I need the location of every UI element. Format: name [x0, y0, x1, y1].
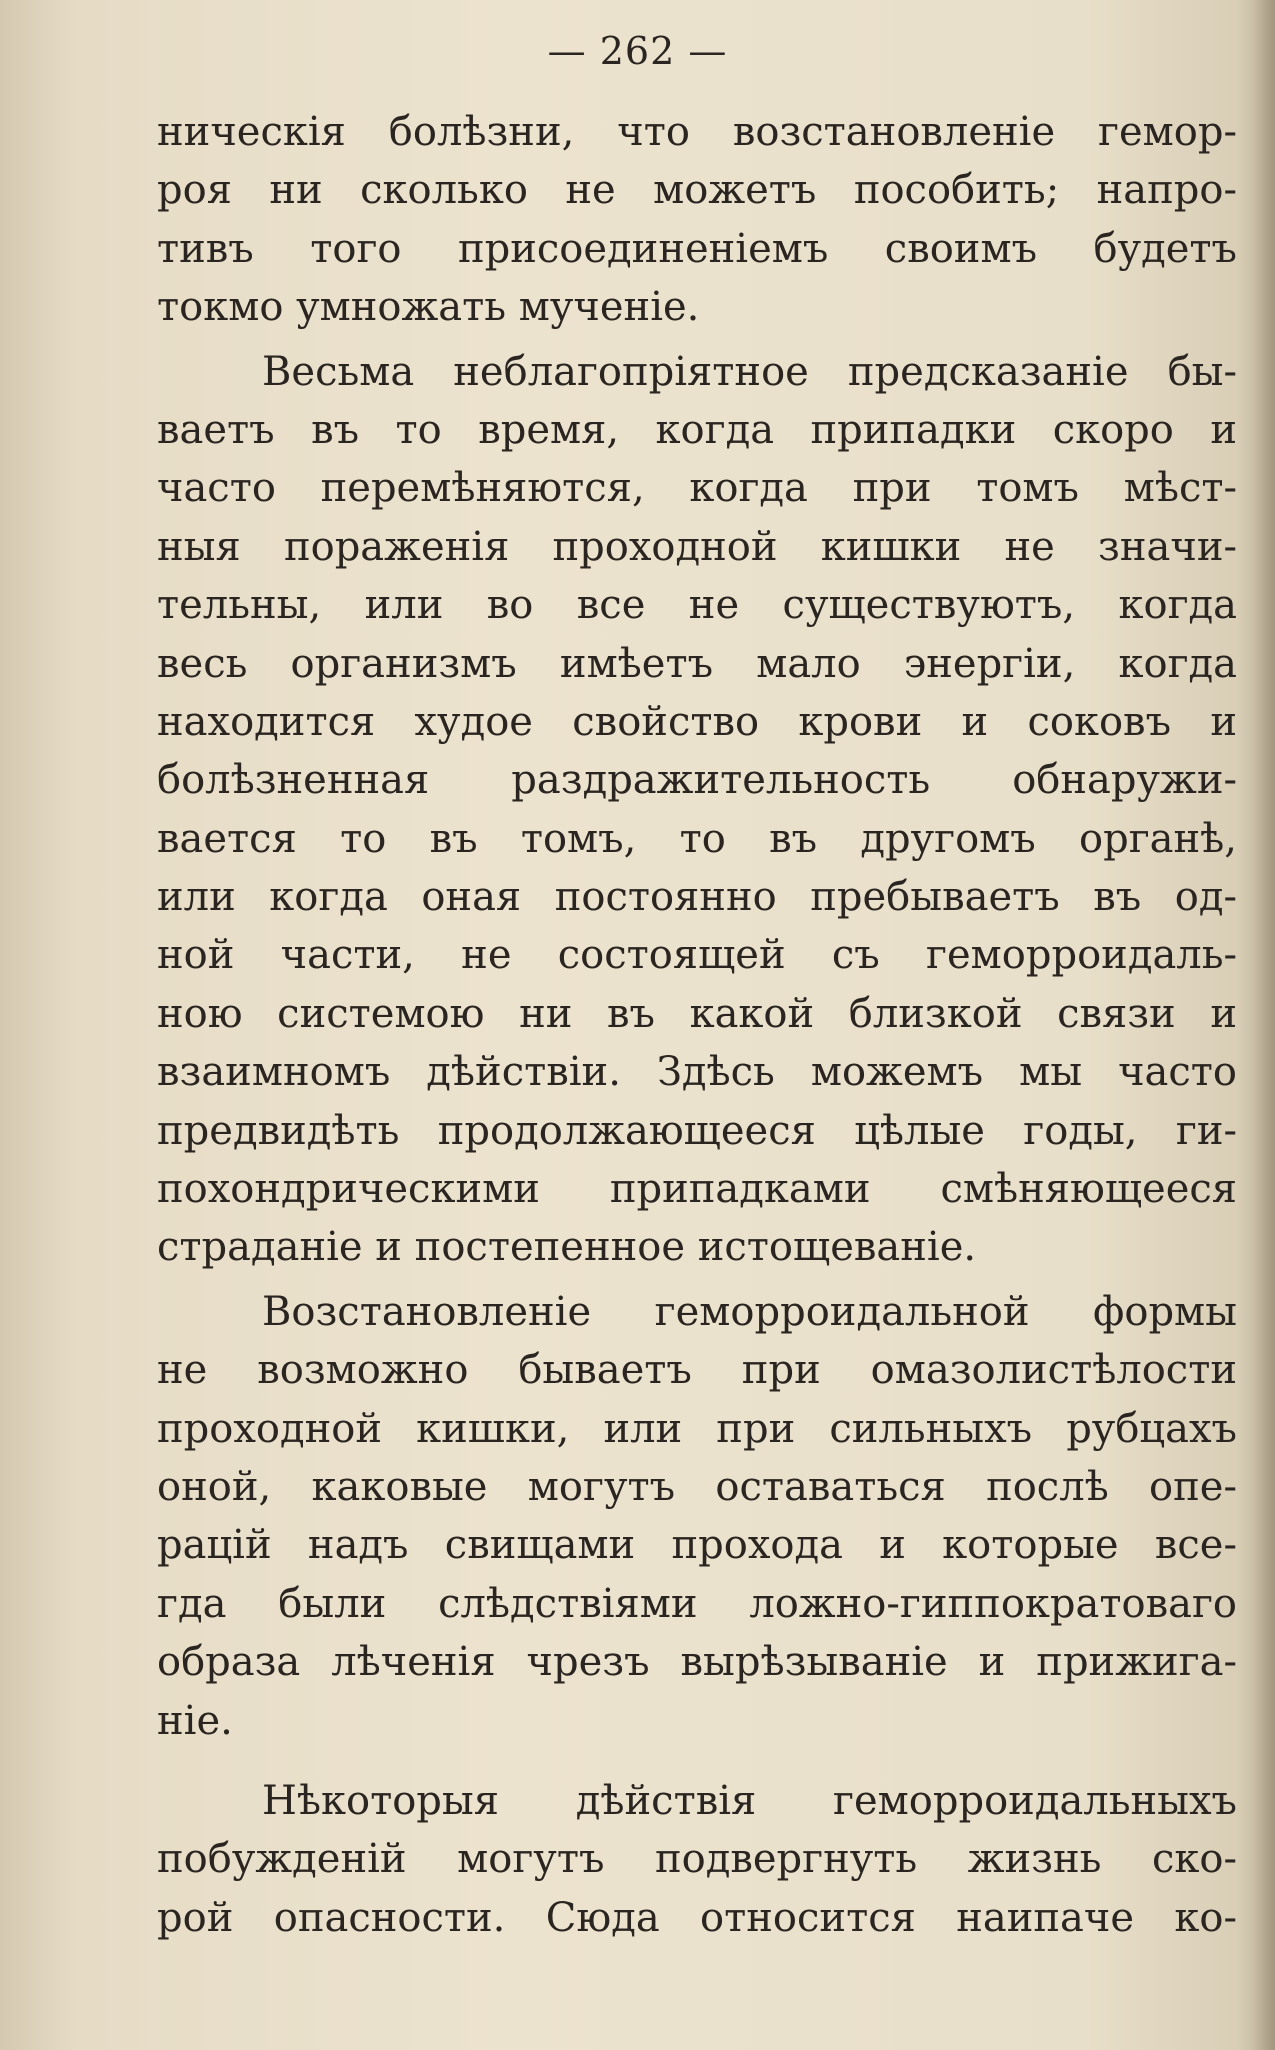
text-line: рой опасности. Сюда относится наипаче ко- [157, 1894, 1237, 1941]
text-line: гда были слѣдствіями ложно-гиппократоваго [157, 1580, 1237, 1627]
text-line: болѣзненная раздражительность обнаружи- [157, 757, 1237, 804]
text-line: токмо умножать мученіе. [157, 284, 700, 331]
text-line: побужденій могутъ подвергнуть жизнь ско- [157, 1836, 1237, 1883]
text-line: взаимномъ дѣйствіи. Здѣсь можемъ мы часто [157, 1049, 1237, 1096]
text-line: ной части, не состоящей съ геморроидаль- [157, 932, 1237, 979]
page-edge-shadow [1253, 0, 1275, 2050]
text-line: Нѣкоторыя дѣйствія геморроидальныхъ [262, 1777, 1237, 1824]
text-line: ною системою ни въ какой близкой связи и [157, 990, 1237, 1037]
paragraph-1 [157, 103, 1237, 337]
text-line: ническія болѣзни, что возстановленіе гемор- [157, 109, 1237, 155]
text-line: страданіе и постепенное истощеваніе. [157, 1224, 977, 1271]
text-line: ніе. [157, 1697, 233, 1744]
text-line: или когда оная постоянно пребываетъ въ од- [157, 874, 1237, 921]
page-number: — 262 — [547, 29, 728, 73]
text-line: Возстановленіе геморроидальной формы [262, 1288, 1237, 1335]
text-line: не возможно бываетъ при омазолистѣлости [157, 1347, 1237, 1394]
text-line: образа лѣченія чрезъ вырѣзываніе и прижига- [157, 1639, 1237, 1686]
paragraph-3 [157, 1283, 1237, 1750]
text-line: похондрическими припадками смѣняющееся [157, 1166, 1237, 1213]
text-line: вается то въ томъ, то въ другомъ органѣ, [157, 815, 1237, 862]
text-line: роя ни сколько не можетъ пособить; напро- [157, 167, 1237, 214]
text-line: находится худое свойство крови и соковъ и [157, 698, 1237, 745]
text-line: рацій надъ свищами прохода и которые все- [157, 1522, 1237, 1569]
text-line: Весьма неблагопріятное предсказаніе бы- [262, 348, 1237, 395]
text-line: предвидѣть продолжающееся цѣлые годы, ги- [157, 1107, 1237, 1154]
text-line: часто перемѣняются, когда при томъ мѣст- [157, 465, 1237, 512]
text-line: тельны, или во все не существуютъ, когда [157, 582, 1237, 629]
text-line: оной, каковые могутъ оставаться послѣ опе- [157, 1463, 1237, 1510]
text-line: тивъ того присоединеніемъ своимъ будетъ [157, 225, 1237, 272]
text-line: весь организмъ имѣетъ мало энергіи, когда [157, 640, 1237, 687]
text-line: ныя пораженія проходной кишки не значи- [157, 523, 1237, 570]
text-line: ваетъ въ то время, когда припадки скоро и [157, 406, 1237, 453]
paragraph-2 [157, 343, 1237, 1277]
text-line: проходной кишки, или при сильныхъ рубцахъ [157, 1405, 1237, 1452]
body-text [157, 103, 1237, 1947]
paragraph-4 [157, 1772, 1237, 1947]
